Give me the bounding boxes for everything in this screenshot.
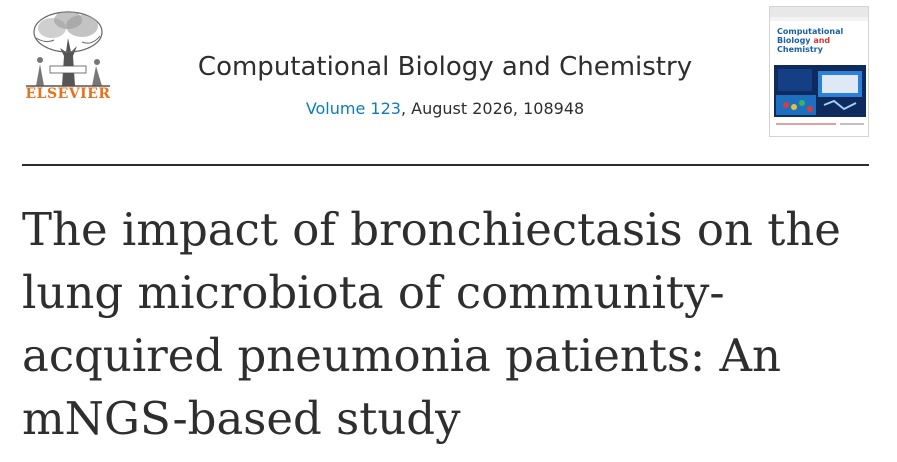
issue-details: , August 2026, 108948 bbox=[400, 99, 585, 118]
cover-artwork-icon bbox=[774, 65, 866, 117]
cover-title-and: and bbox=[813, 36, 831, 45]
cover-header-bar bbox=[770, 7, 868, 17]
volume-link[interactable]: Volume 123 bbox=[305, 99, 401, 118]
cover-title bbox=[777, 27, 865, 54]
header-divider bbox=[22, 164, 869, 166]
journal-cover-thumbnail[interactable] bbox=[769, 6, 869, 137]
cover-title-line3: Chemistry bbox=[777, 45, 823, 54]
journal-title[interactable]: Computational Biology and Chemistry bbox=[197, 52, 693, 82]
cover-footer-line-2 bbox=[840, 123, 864, 125]
cover-footer-line bbox=[776, 123, 836, 125]
publisher-name: ELSEVIER bbox=[25, 86, 111, 102]
cover-title-line1: Computational bbox=[777, 27, 844, 36]
article-title: The impact of bronchiectasis on the lung microbiota of community-acquired pneumonia patients: An mNGS-based study bbox=[22, 203, 841, 445]
cover-title-line2: Biology bbox=[777, 36, 811, 45]
volume-issue-line bbox=[130, 99, 760, 118]
cover-subheader-bar bbox=[770, 17, 868, 21]
